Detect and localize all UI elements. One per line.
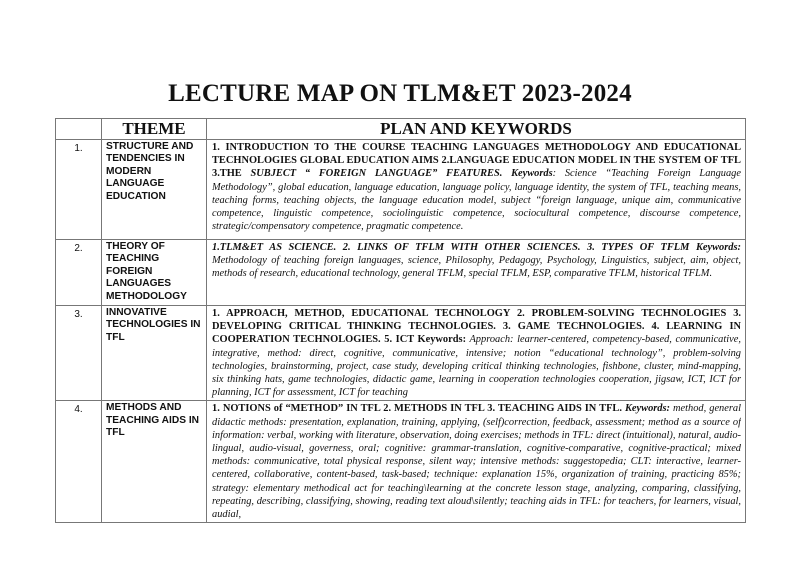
row-theme: STRUCTURE AND TENDENCIES IN MODERN LANGUAGE EDUCATION [102, 140, 207, 240]
row-number: 3. [56, 306, 102, 401]
row-plan [207, 140, 746, 240]
row-number: 4. [56, 401, 102, 523]
plan-headings: 1. NOTIONS of “METHOD” IN TFL 2. METHODS IN TFL 3. TEACHING AIDS IN TFL. [212, 403, 622, 415]
row-theme: THEORY OF TEACHING FOREIGN LANGUAGES METHODOLOGY [102, 240, 207, 306]
plan-headings-italic: Keywords: [621, 403, 671, 415]
row-theme: INNOVATIVE TECHNOLOGIES IN TFL [102, 306, 207, 401]
plan-headings: 1. APPROACH, METHOD, EDUCATIONAL TECHNOLOGY 2. PROBLEM-SOLVING TECHNOLOGIES 3. DEVELOPING CRITICAL THINKING TECHNOLOGIES. 3. GAME TECHNOLOGIES. 4. LEARNING IN COOPERATION TECHNOLOGIES. 5. ICT Keywords: [212, 308, 741, 346]
row-number: 2. [56, 240, 102, 306]
plan-headings-italic: 1.TLM&ET AS SCIENCE. 2. LINKS OF TFLM WITH OTHER SCIENCES. 3. TYPES OF TFLM Keywords: [212, 242, 741, 253]
plan-keywords: Approach: learner-centered, competency-based, communicative, integrative, method: direct, cognitive, communicative, intensive; notion “educational technology”, problem-solving technologies, brainstorming, project, case study, developing critical thinking technologies, fishbone, cluster, mind-mapping, six thinking hats, game technologies, didactic game, learning in cooperation technologies cooperation, jigsaw, ICT, ICT for planning, ICT for assessment, ICT for teaching [212, 334, 741, 399]
table-header-row [56, 119, 746, 140]
plan-headings-italic: SUBJECT “ FOREIGN LANGUAGE” FEATURES. Keywords [250, 168, 553, 180]
plan-text-clip [212, 402, 741, 520]
table-row [56, 401, 746, 523]
plan-keywords: method, general didactic methods: presentation, explanation, training, applying, (self)correction, feedback, assessment; method as a source of information: verbal, working with literature, observation, doing exercises; methods in TFL: direct (intuitional), natural, audio-lingual, audio-visual, governess, oral; cognitive: grammar-translation, cognitive-comparative, cognitive-practical; mixed methods: communicative, total physical response, silent way; intensive methods: suggestopedia; CLT: interactive, learner-centered, collaborative, content-based, task-based; technique: explanation 15%, organization of training, practicing 85%; strategy: elementary methodical act for teaching\learning at the concrete lesson stage, analyzing, comparing, classifying, repeating, describing, classifying, showing, reading text aloud\silently; teaching aids in TFL: for teachers, for learners, visual, audial, [212, 403, 741, 521]
header-number [56, 119, 102, 140]
row-plan [207, 306, 746, 401]
row-plan [207, 401, 746, 523]
row-number: 1. [56, 140, 102, 240]
plan-headings: 1. INTRODUCTION TO THE COURSE TEACHING LANGUAGES METHODOLOGY AND EDUCATIONAL TECHNOLOGIES GLOBAL EDUCATION AIMS 2.LANGUAGE EDUCATION MODEL IN THE SYSTEM OF TFL 3.THE [212, 142, 741, 180]
table-row [56, 240, 746, 306]
plan-keywords: Methodology of teaching foreign languages, science, Philosophy, Pedagogy, Psychology, Linguistics, subject, aim, object, methods of research, educational technology, general TFLM, special TFLM, ESP, comparative TFLM, historical TFLM. [212, 255, 741, 280]
header-plan: PLAN AND KEYWORDS [207, 119, 746, 140]
table-row [56, 140, 746, 240]
lecture-map-table [55, 118, 746, 523]
header-theme: THEME [102, 119, 207, 140]
page-title: LECTURE MAP ON TLM&ET 2023-2024 [168, 80, 632, 107]
table-row [56, 306, 746, 401]
row-plan [207, 240, 746, 306]
plan-keywords: : Science “Teaching Foreign Language Methodology”, global education, language education, language policy, language identity, the system of TFL, teaching means, teaching forms, teaching objects, the language education model, subject “foreign language, unique aim, communicative competence, linguistic competence, sociolinguistic competence, sociocultural competence, discourse competence, strategic/compensatory competence, pragmatic competence. [212, 168, 741, 233]
row-theme: METHODS AND TEACHING AIDS IN TFL [102, 401, 207, 523]
